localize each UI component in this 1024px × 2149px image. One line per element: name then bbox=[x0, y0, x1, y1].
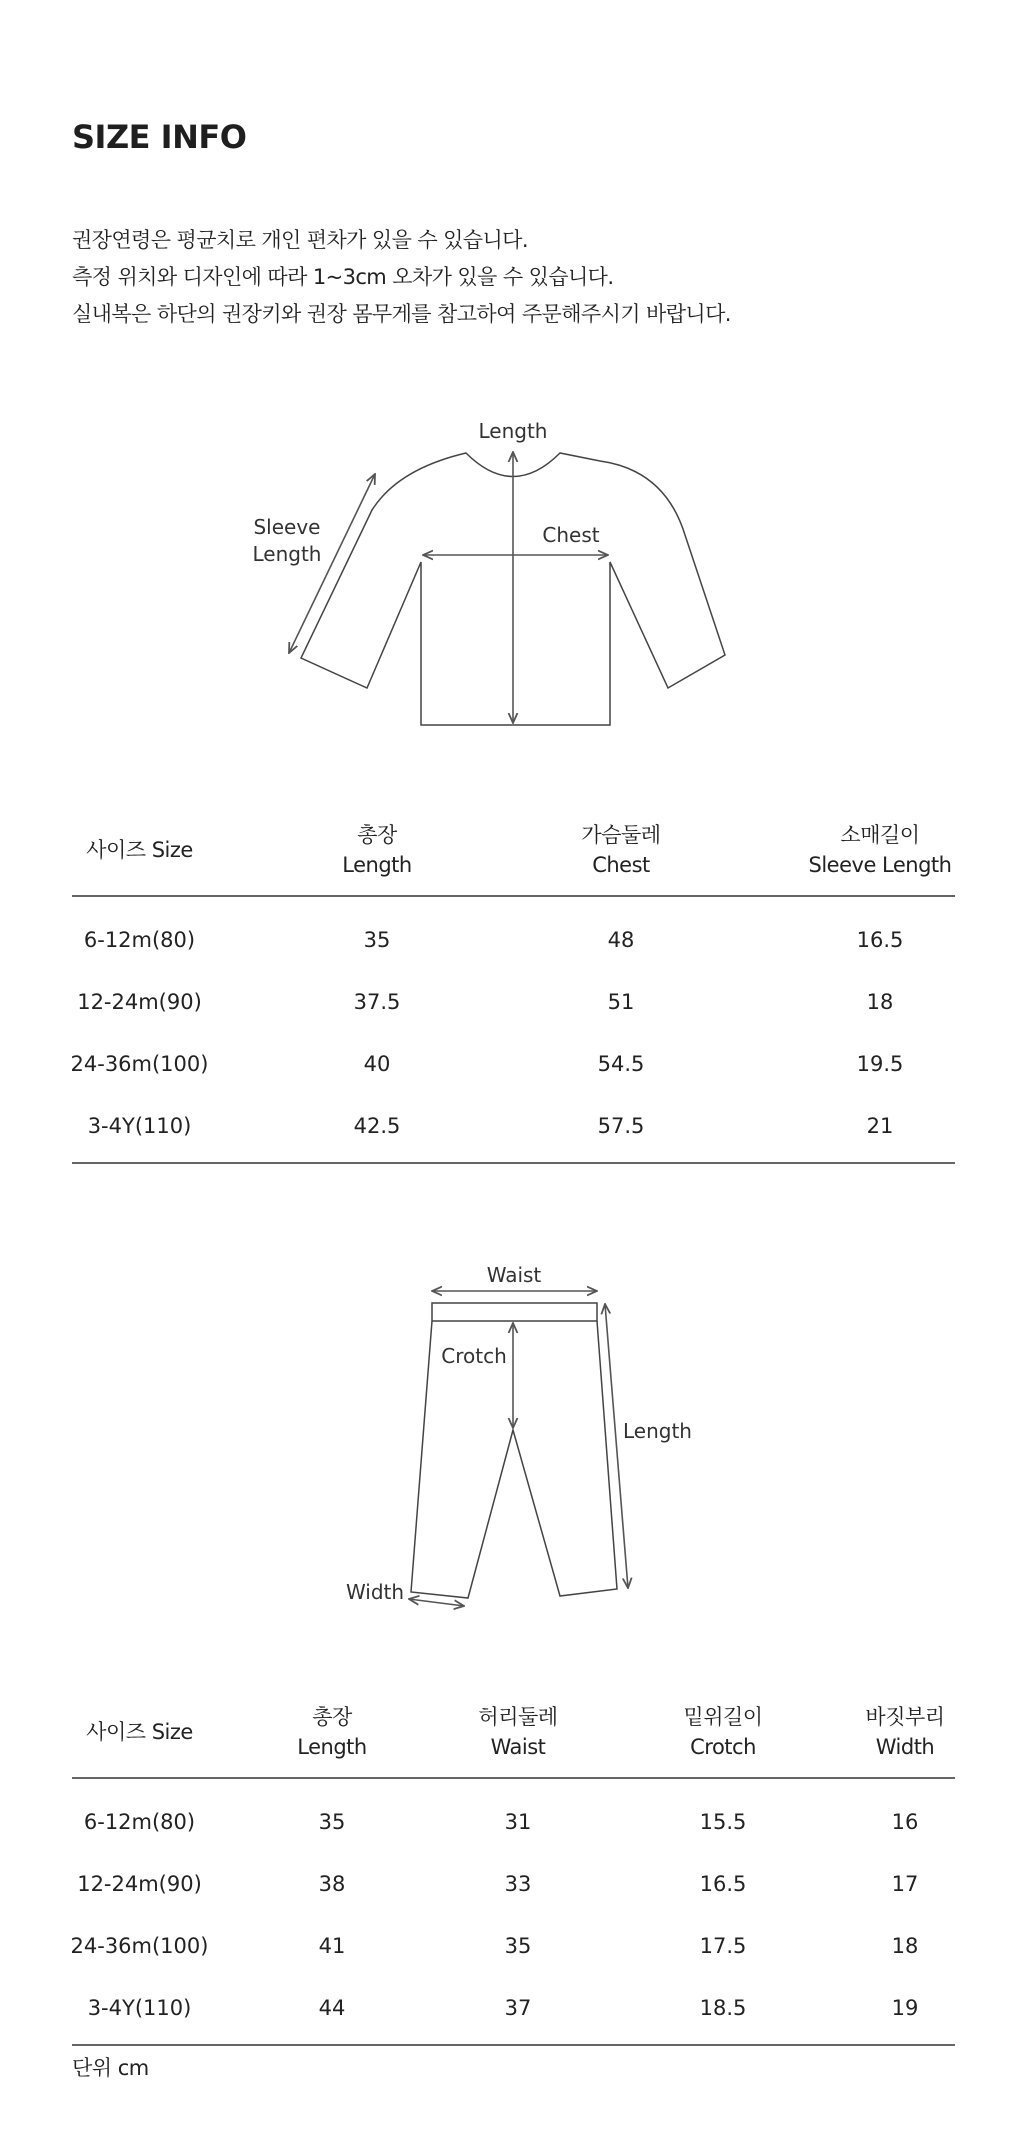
width-cell: 17 bbox=[891, 1872, 919, 1896]
length-arrow bbox=[605, 1304, 628, 1588]
sleeve-label-1: Sleeve bbox=[253, 515, 321, 539]
table-body bbox=[72, 1779, 955, 2046]
sleeve-cell: 18 bbox=[866, 990, 894, 1014]
header-sleeve-length: 소매길이 Sleeve Length bbox=[808, 823, 952, 877]
table-body bbox=[72, 897, 955, 1164]
table-header bbox=[72, 1702, 955, 1779]
chest-cell: 48 bbox=[607, 928, 635, 952]
chest-cell: 57.5 bbox=[597, 1114, 645, 1138]
note-line: 실내복은 하단의 권장키와 권장 몸무게를 참고하여 주문해주시기 바랍니다. bbox=[72, 302, 731, 326]
size-cell: 3-4Y(110) bbox=[87, 1114, 192, 1138]
sleeve-cell: 19.5 bbox=[856, 1052, 904, 1076]
chest-cell: 54.5 bbox=[597, 1052, 645, 1076]
waist-cell: 37 bbox=[504, 1996, 532, 2020]
table-row bbox=[72, 1807, 955, 1837]
page-title: SIZE INFO bbox=[72, 118, 247, 156]
size-cell: 24-36m(100) bbox=[70, 1052, 209, 1076]
pants-diagram bbox=[0, 1260, 1024, 1630]
chest-label: Chest bbox=[542, 523, 600, 547]
waist-cell: 35 bbox=[504, 1934, 532, 1958]
width-label: Width bbox=[345, 1580, 405, 1604]
length-cell: 38 bbox=[318, 1872, 346, 1896]
waist-cell: 33 bbox=[504, 1872, 532, 1896]
length-cell: 41 bbox=[318, 1934, 346, 1958]
table-row bbox=[72, 1869, 955, 1899]
size-cell: 24-36m(100) bbox=[70, 1934, 209, 1958]
size-cell: 6-12m(80) bbox=[83, 928, 196, 952]
table-row bbox=[72, 1111, 955, 1141]
top-size-table bbox=[72, 820, 955, 1164]
note-line: 권장연령은 평균치로 개인 편차가 있을 수 있습니다. bbox=[72, 228, 528, 252]
length-cell: 35 bbox=[318, 1810, 346, 1834]
waist-label: Waist bbox=[486, 1263, 542, 1287]
bottom-size-table bbox=[72, 1702, 955, 2046]
header-crotch: 밑위길이 Crotch bbox=[683, 1705, 763, 1759]
table-row bbox=[72, 987, 955, 1017]
size-cell: 3-4Y(110) bbox=[87, 1996, 192, 2020]
size-cell: 6-12m(80) bbox=[83, 1810, 196, 1834]
waist-cell: 31 bbox=[504, 1810, 532, 1834]
sleeve-cell: 21 bbox=[866, 1114, 894, 1138]
sleeve-cell: 16.5 bbox=[856, 928, 904, 952]
width-arrow bbox=[409, 1599, 464, 1606]
table-row bbox=[72, 1931, 955, 1961]
length-label: Length bbox=[623, 1419, 692, 1443]
crotch-cell: 17.5 bbox=[699, 1934, 747, 1958]
crotch-label: Crotch bbox=[441, 1344, 507, 1368]
table-header bbox=[72, 820, 955, 897]
header-size: 사이즈 Size bbox=[86, 838, 193, 862]
header-length: 총장 Length bbox=[342, 823, 412, 877]
length-cell: 40 bbox=[363, 1052, 391, 1076]
header-length: 총장 Length bbox=[297, 1705, 367, 1759]
table-row bbox=[72, 925, 955, 955]
header-size: 사이즈 Size bbox=[86, 1720, 193, 1744]
width-cell: 18 bbox=[891, 1934, 919, 1958]
size-cell: 12-24m(90) bbox=[77, 990, 202, 1014]
chest-cell: 51 bbox=[607, 990, 635, 1014]
unit-note: 단위 cm bbox=[72, 2056, 149, 2080]
header-waist: 허리둘레 Waist bbox=[478, 1705, 558, 1759]
top-garment-diagram bbox=[0, 400, 1024, 740]
size-cell: 12-24m(90) bbox=[77, 1872, 202, 1896]
length-cell: 42.5 bbox=[353, 1114, 401, 1138]
length-cell: 44 bbox=[318, 1996, 346, 2020]
header-width: 바짓부리 Width bbox=[865, 1705, 945, 1759]
length-cell: 35 bbox=[363, 928, 391, 952]
length-label: Length bbox=[478, 419, 548, 443]
note-line: 측정 위치와 디자인에 따라 1~3cm 오차가 있을 수 있습니다. bbox=[72, 265, 614, 289]
width-cell: 19 bbox=[891, 1996, 919, 2020]
size-notes bbox=[72, 222, 731, 333]
waistband bbox=[432, 1303, 597, 1321]
crotch-cell: 15.5 bbox=[699, 1810, 747, 1834]
width-cell: 16 bbox=[891, 1810, 919, 1834]
table-row bbox=[72, 1049, 955, 1079]
table-row bbox=[72, 1993, 955, 2023]
header-chest: 가슴둘레 Chest bbox=[581, 823, 661, 877]
crotch-cell: 16.5 bbox=[699, 1872, 747, 1896]
length-cell: 37.5 bbox=[353, 990, 401, 1014]
crotch-cell: 18.5 bbox=[699, 1996, 747, 2020]
sleeve-label-2: Length bbox=[252, 542, 322, 566]
